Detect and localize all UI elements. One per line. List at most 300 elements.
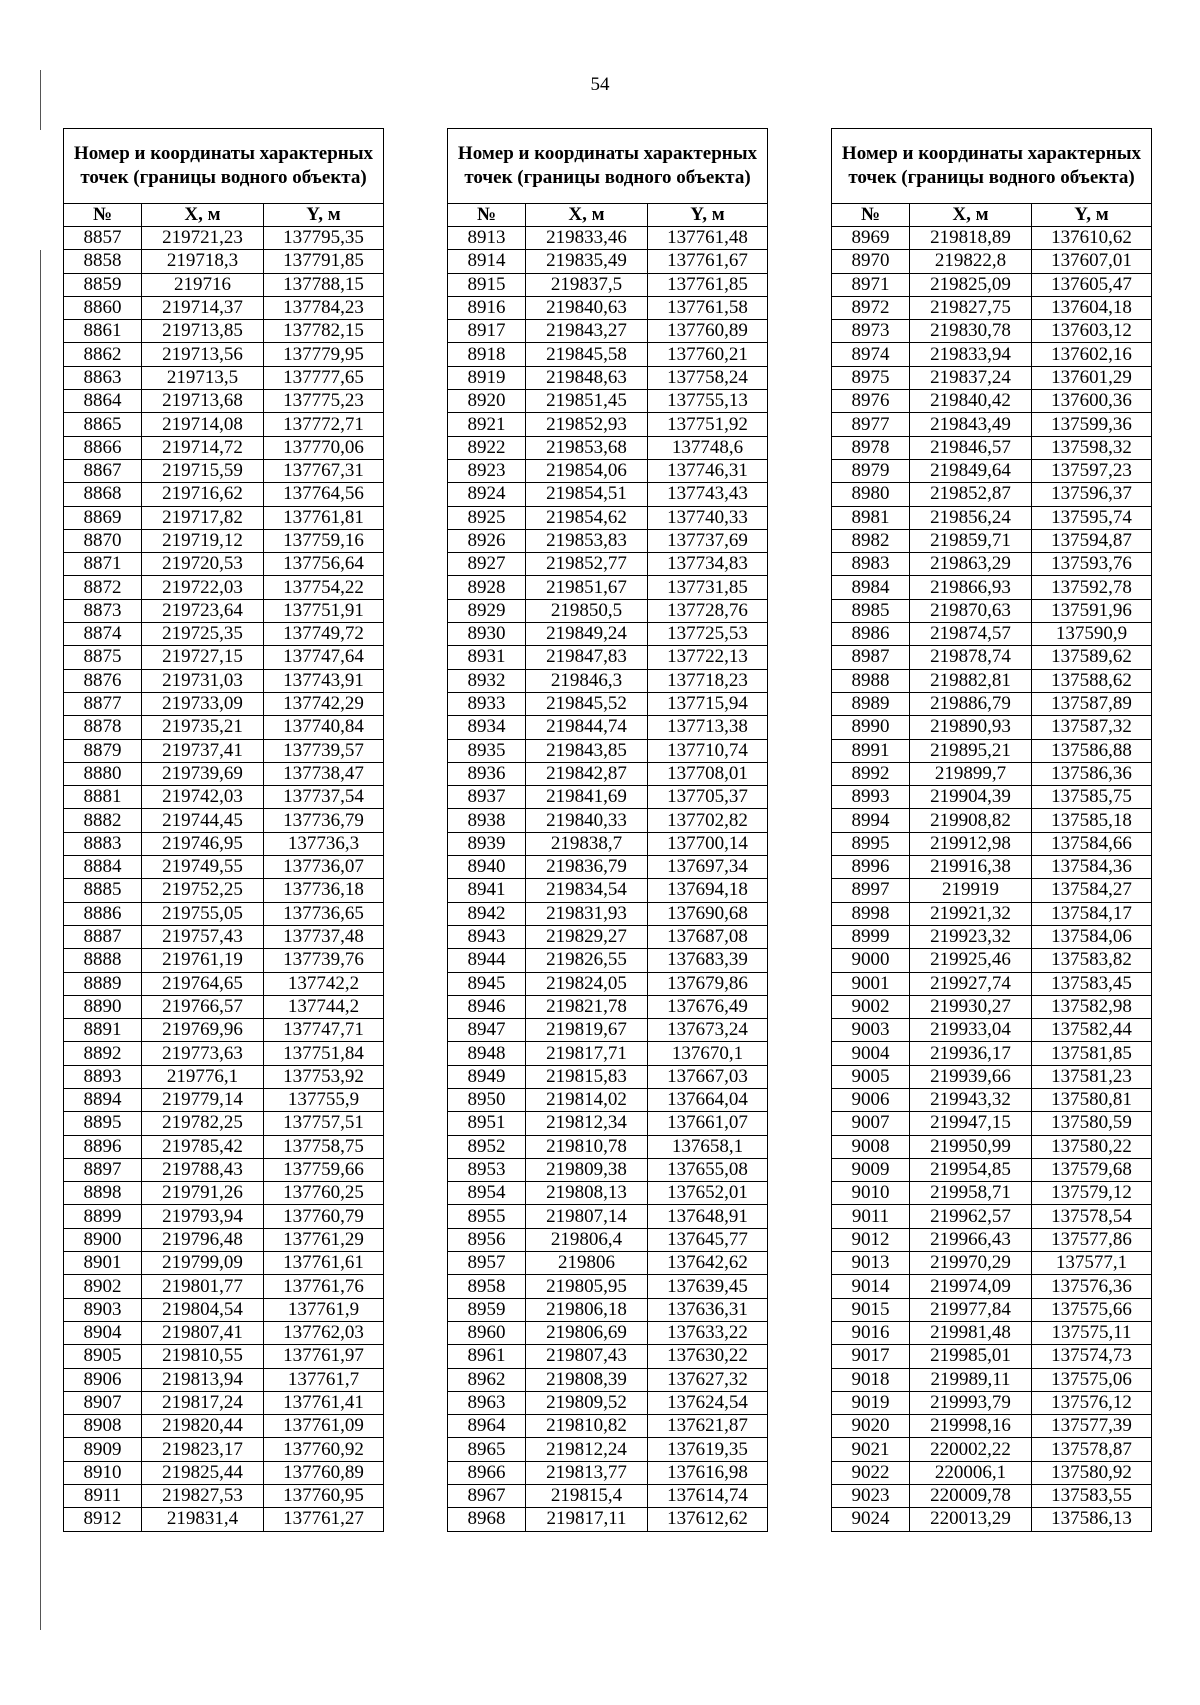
table-row [832,1065,1152,1088]
y-coordinate: 137743,91 [264,669,384,692]
table-row [448,1135,768,1158]
y-coordinate: 137576,36 [1032,1275,1152,1298]
y-coordinate: 137580,92 [1032,1461,1152,1484]
y-coordinate: 137761,48 [648,227,768,250]
y-coordinate: 137581,85 [1032,1042,1152,1065]
point-number: 8875 [64,646,142,669]
point-number: 8860 [64,296,142,319]
x-coordinate: 219950,99 [910,1135,1032,1158]
point-number: 8876 [64,669,142,692]
y-coordinate: 137645,77 [648,1228,768,1251]
x-coordinate: 219843,49 [910,413,1032,436]
point-number: 8968 [448,1508,526,1531]
x-coordinate: 219824,05 [526,972,648,995]
table-row [832,599,1152,622]
point-number: 8891 [64,1019,142,1042]
x-coordinate: 219985,01 [910,1345,1032,1368]
y-coordinate: 137756,64 [264,553,384,576]
point-number: 8970 [832,250,910,273]
point-number: 8882 [64,809,142,832]
x-coordinate: 219981,48 [910,1321,1032,1344]
point-number: 8859 [64,273,142,296]
point-number: 8942 [448,902,526,925]
table-row [832,809,1152,832]
point-number: 8902 [64,1275,142,1298]
point-number: 8993 [832,786,910,809]
table-row [64,483,384,506]
y-coordinate: 137581,23 [1032,1065,1152,1088]
y-coordinate: 137586,36 [1032,762,1152,785]
y-coordinate: 137755,13 [648,390,768,413]
y-coordinate: 137592,78 [1032,576,1152,599]
point-number: 8866 [64,436,142,459]
x-coordinate: 219796,48 [142,1228,264,1251]
x-coordinate: 219852,93 [526,413,648,436]
y-coordinate: 137575,06 [1032,1368,1152,1391]
point-number: 9013 [832,1252,910,1275]
point-number: 8864 [64,390,142,413]
y-coordinate: 137575,66 [1032,1298,1152,1321]
scan-margin-line [40,70,41,130]
y-coordinate: 137633,22 [648,1321,768,1344]
x-coordinate: 219791,26 [142,1182,264,1205]
x-coordinate: 219823,17 [142,1438,264,1461]
x-coordinate: 219776,1 [142,1065,264,1088]
table-row [832,1182,1152,1205]
x-coordinate: 220006,1 [910,1461,1032,1484]
table-row [832,343,1152,366]
point-number: 9009 [832,1158,910,1181]
y-coordinate: 137775,23 [264,390,384,413]
table-row [832,483,1152,506]
x-coordinate: 219735,21 [142,716,264,739]
point-number: 8982 [832,529,910,552]
table-row [64,1252,384,1275]
point-number: 8931 [448,646,526,669]
y-coordinate: 137777,65 [264,366,384,389]
point-number: 8959 [448,1298,526,1321]
table-row [64,1158,384,1181]
point-number: 8878 [64,716,142,739]
point-number: 8899 [64,1205,142,1228]
y-coordinate: 137747,64 [264,646,384,669]
x-coordinate: 219721,23 [142,227,264,250]
x-coordinate: 219713,56 [142,343,264,366]
table-row [448,1088,768,1111]
y-coordinate: 137648,91 [648,1205,768,1228]
x-coordinate: 219842,87 [526,762,648,785]
x-coordinate: 219829,27 [526,925,648,948]
table-row [832,576,1152,599]
point-number: 8939 [448,832,526,855]
table-row [64,1182,384,1205]
column-header-x: X, м [910,204,1032,227]
x-coordinate: 219874,57 [910,623,1032,646]
x-coordinate: 219806,18 [526,1298,648,1321]
point-number: 8950 [448,1088,526,1111]
y-coordinate: 137595,74 [1032,506,1152,529]
x-coordinate: 219806 [526,1252,648,1275]
point-number: 8894 [64,1088,142,1111]
point-number: 8949 [448,1065,526,1088]
table-row [64,1321,384,1344]
table-row [448,1065,768,1088]
y-coordinate: 137761,27 [264,1508,384,1531]
y-coordinate: 137791,85 [264,250,384,273]
point-number: 8938 [448,809,526,832]
x-coordinate: 219799,09 [142,1252,264,1275]
x-coordinate: 219813,94 [142,1368,264,1391]
y-coordinate: 137593,76 [1032,553,1152,576]
coordinates-table-1 [63,128,384,1532]
point-number: 8890 [64,995,142,1018]
point-number: 8976 [832,390,910,413]
point-number: 8934 [448,716,526,739]
y-coordinate: 137679,86 [648,972,768,995]
x-coordinate: 219919 [910,879,1032,902]
x-coordinate: 219943,32 [910,1088,1032,1111]
x-coordinate: 219836,79 [526,856,648,879]
point-number: 8862 [64,343,142,366]
point-number: 8898 [64,1182,142,1205]
y-coordinate: 137742,29 [264,692,384,715]
point-number: 8980 [832,483,910,506]
x-coordinate: 219807,41 [142,1321,264,1344]
point-number: 8865 [64,413,142,436]
point-number: 8909 [64,1438,142,1461]
x-coordinate: 219849,24 [526,623,648,646]
x-coordinate: 219833,46 [526,227,648,250]
point-number: 8928 [448,576,526,599]
point-number: 8952 [448,1135,526,1158]
y-coordinate: 137737,54 [264,786,384,809]
y-coordinate: 137751,91 [264,599,384,622]
table-row [448,1508,768,1531]
table-row [64,995,384,1018]
x-coordinate: 219989,11 [910,1368,1032,1391]
y-coordinate: 137743,43 [648,483,768,506]
y-coordinate: 137584,17 [1032,902,1152,925]
y-coordinate: 137713,38 [648,716,768,739]
y-coordinate: 137619,35 [648,1438,768,1461]
x-coordinate: 219847,83 [526,646,648,669]
table-row [448,273,768,296]
point-number: 8945 [448,972,526,995]
x-coordinate: 219827,75 [910,296,1032,319]
point-number: 9012 [832,1228,910,1251]
x-coordinate: 219822,8 [910,250,1032,273]
point-number: 8932 [448,669,526,692]
table-row [448,716,768,739]
table-row [64,227,384,250]
y-coordinate: 137596,37 [1032,483,1152,506]
y-coordinate: 137761,29 [264,1228,384,1251]
y-coordinate: 137738,47 [264,762,384,785]
point-number: 8896 [64,1135,142,1158]
table-row [832,529,1152,552]
table-row [448,1042,768,1065]
point-number: 8963 [448,1391,526,1414]
table-row [64,1019,384,1042]
x-coordinate: 219817,71 [526,1042,648,1065]
x-coordinate: 219782,25 [142,1112,264,1135]
point-number: 8941 [448,879,526,902]
table-row [832,646,1152,669]
point-number: 8879 [64,739,142,762]
x-coordinate: 219737,41 [142,739,264,762]
point-number: 8868 [64,483,142,506]
y-coordinate: 137736,65 [264,902,384,925]
table-row [832,296,1152,319]
point-number: 8918 [448,343,526,366]
point-number: 8904 [64,1321,142,1344]
table-row [64,273,384,296]
table-row [448,459,768,482]
point-number: 9017 [832,1345,910,1368]
point-number: 8998 [832,902,910,925]
point-number: 8905 [64,1345,142,1368]
y-coordinate: 137715,94 [648,692,768,715]
point-number: 9014 [832,1275,910,1298]
point-number: 8951 [448,1112,526,1135]
table-row [448,1298,768,1321]
x-coordinate: 219912,98 [910,832,1032,855]
point-number: 8974 [832,343,910,366]
x-coordinate: 219806,4 [526,1228,648,1251]
y-coordinate: 137760,89 [264,1461,384,1484]
x-coordinate: 219970,29 [910,1252,1032,1275]
table-row [64,1228,384,1251]
y-coordinate: 137736,18 [264,879,384,902]
x-coordinate: 220013,29 [910,1508,1032,1531]
x-coordinate: 219764,65 [142,972,264,995]
y-coordinate: 137590,9 [1032,623,1152,646]
y-coordinate: 137728,76 [648,599,768,622]
x-coordinate: 219854,06 [526,459,648,482]
table-row [448,506,768,529]
x-coordinate: 219845,52 [526,692,648,715]
x-coordinate: 219840,33 [526,809,648,832]
y-coordinate: 137788,15 [264,273,384,296]
table-row [832,856,1152,879]
x-coordinate: 219733,09 [142,692,264,715]
table-row [832,692,1152,715]
point-number: 9015 [832,1298,910,1321]
table-row [64,529,384,552]
table-row [832,669,1152,692]
table-row [832,716,1152,739]
y-coordinate: 137630,22 [648,1345,768,1368]
table-row [448,553,768,576]
x-coordinate: 219812,34 [526,1112,648,1135]
table-row [64,856,384,879]
x-coordinate: 219841,69 [526,786,648,809]
table-row [448,1415,768,1438]
x-coordinate: 219757,43 [142,925,264,948]
x-coordinate: 219719,12 [142,529,264,552]
point-number: 8978 [832,436,910,459]
table-row [832,506,1152,529]
point-number: 9005 [832,1065,910,1088]
table-row [448,1205,768,1228]
y-coordinate: 137586,13 [1032,1508,1152,1531]
point-number: 9023 [832,1485,910,1508]
table-row [832,1438,1152,1461]
point-number: 8992 [832,762,910,785]
column-header-x: X, м [142,204,264,227]
x-coordinate: 219840,63 [526,296,648,319]
x-coordinate: 219723,64 [142,599,264,622]
point-number: 8994 [832,809,910,832]
point-number: 8967 [448,1485,526,1508]
table-row [64,1345,384,1368]
table-row [64,646,384,669]
y-coordinate: 137761,58 [648,296,768,319]
table-row [448,832,768,855]
point-number: 9021 [832,1438,910,1461]
table-row [64,1042,384,1065]
point-number: 8984 [832,576,910,599]
x-coordinate: 219814,02 [526,1088,648,1111]
point-number: 8960 [448,1321,526,1344]
x-coordinate: 219727,15 [142,646,264,669]
table-row [832,1345,1152,1368]
table-row [448,599,768,622]
point-number: 8986 [832,623,910,646]
point-number: 8920 [448,390,526,413]
table-row [448,623,768,646]
point-number: 8881 [64,786,142,809]
table-row [832,1019,1152,1042]
y-coordinate: 137747,71 [264,1019,384,1042]
x-coordinate: 219904,39 [910,786,1032,809]
x-coordinate: 219923,32 [910,925,1032,948]
x-coordinate: 219713,85 [142,320,264,343]
y-coordinate: 137584,66 [1032,832,1152,855]
table-row [448,856,768,879]
table-row [448,1275,768,1298]
point-number: 8886 [64,902,142,925]
point-number: 8943 [448,925,526,948]
x-coordinate: 219722,03 [142,576,264,599]
coordinates-table-2 [447,128,768,1532]
y-coordinate: 137702,82 [648,809,768,832]
point-number: 8914 [448,250,526,273]
point-number: 8933 [448,692,526,715]
table-row [64,366,384,389]
x-coordinate: 219831,4 [142,1508,264,1531]
x-coordinate: 219808,13 [526,1182,648,1205]
y-coordinate: 137661,07 [648,1112,768,1135]
point-number: 8912 [64,1508,142,1531]
x-coordinate: 219793,94 [142,1205,264,1228]
table-row [64,809,384,832]
y-coordinate: 137636,31 [648,1298,768,1321]
table-row [448,1345,768,1368]
y-coordinate: 137759,66 [264,1158,384,1181]
table-row [64,739,384,762]
x-coordinate: 219815,4 [526,1485,648,1508]
y-coordinate: 137627,32 [648,1368,768,1391]
x-coordinate: 219716,62 [142,483,264,506]
y-coordinate: 137751,92 [648,413,768,436]
table-row [448,1019,768,1042]
y-coordinate: 137755,9 [264,1088,384,1111]
point-number: 9007 [832,1112,910,1135]
point-number: 8926 [448,529,526,552]
table-row [448,529,768,552]
y-coordinate: 137705,37 [648,786,768,809]
table-row [832,1485,1152,1508]
y-coordinate: 137601,29 [1032,366,1152,389]
point-number: 8988 [832,669,910,692]
point-number: 9004 [832,1042,910,1065]
x-coordinate: 219714,72 [142,436,264,459]
y-coordinate: 137599,36 [1032,413,1152,436]
y-coordinate: 137760,79 [264,1205,384,1228]
table-row [832,1275,1152,1298]
table-row [832,459,1152,482]
y-coordinate: 137739,57 [264,739,384,762]
x-coordinate: 219863,29 [910,553,1032,576]
table-row [832,1042,1152,1065]
x-coordinate: 219809,52 [526,1391,648,1414]
point-number: 8971 [832,273,910,296]
point-number: 8944 [448,949,526,972]
point-number: 8900 [64,1228,142,1251]
y-coordinate: 137614,74 [648,1485,768,1508]
point-number: 8999 [832,925,910,948]
x-coordinate: 219849,64 [910,459,1032,482]
point-number: 8995 [832,832,910,855]
table-row [832,762,1152,785]
y-coordinate: 137582,98 [1032,995,1152,1018]
x-coordinate: 219936,17 [910,1042,1032,1065]
point-number: 8956 [448,1228,526,1251]
point-number: 9018 [832,1368,910,1391]
table-title: Номер и координаты характерных точек (границы водного объекта) [448,129,768,204]
table-row [64,762,384,785]
table-title: Номер и координаты характерных точек (границы водного объекта) [832,129,1152,204]
table-row [64,925,384,948]
point-number: 8885 [64,879,142,902]
point-number: 8991 [832,739,910,762]
column-header-number: № [64,204,142,227]
point-number: 8861 [64,320,142,343]
y-coordinate: 137761,97 [264,1345,384,1368]
table-row [832,366,1152,389]
y-coordinate: 137722,13 [648,646,768,669]
table-row [448,949,768,972]
x-coordinate: 219815,83 [526,1065,648,1088]
y-coordinate: 137761,85 [648,273,768,296]
x-coordinate: 219720,53 [142,553,264,576]
table-row [64,436,384,459]
y-coordinate: 137767,31 [264,459,384,482]
y-coordinate: 137734,83 [648,553,768,576]
y-coordinate: 137582,44 [1032,1019,1152,1042]
table-row [832,1228,1152,1251]
x-coordinate: 219837,5 [526,273,648,296]
y-coordinate: 137761,61 [264,1252,384,1275]
point-number: 8887 [64,925,142,948]
x-coordinate: 219834,54 [526,879,648,902]
y-coordinate: 137580,22 [1032,1135,1152,1158]
point-number: 8913 [448,227,526,250]
point-number: 8948 [448,1042,526,1065]
table-row [832,250,1152,273]
table-row [448,390,768,413]
